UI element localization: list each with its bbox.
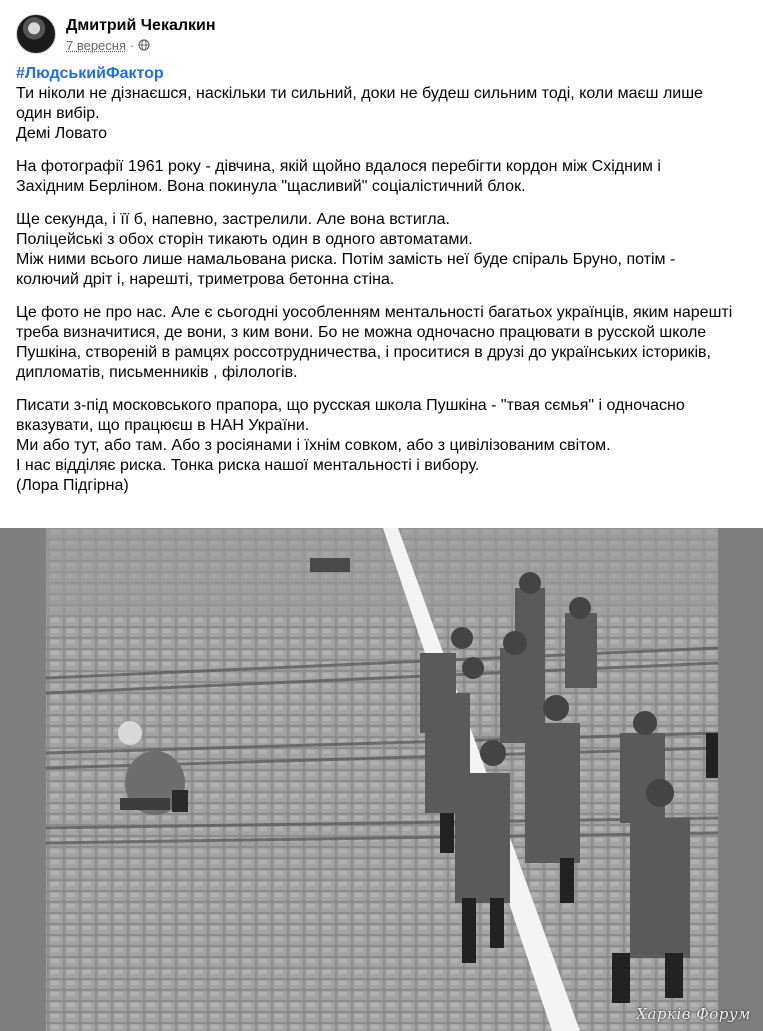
post-paragraph bbox=[16, 396, 751, 496]
post-paragraph bbox=[16, 84, 751, 144]
paragraph-line: дипломатів, письменників , філологів. bbox=[16, 364, 298, 381]
paragraph-line: На фотографії 1961 року - дівчина, якій щойно вдалося перебігти кордон між Східним і bbox=[16, 158, 661, 175]
post-text bbox=[16, 64, 751, 509]
post-subline bbox=[66, 38, 216, 53]
separator-dot: · bbox=[130, 37, 135, 53]
post-date[interactable]: 7 вересня bbox=[66, 37, 127, 53]
post-paragraphs bbox=[16, 84, 751, 496]
author-avatar[interactable] bbox=[16, 14, 56, 54]
photo-image bbox=[0, 528, 763, 1031]
watermark: Харків Форум bbox=[636, 1005, 751, 1023]
paragraph-line: Між ними всього лише намальована риска. Потім замість неї буде спіраль Бруно, потім - bbox=[16, 251, 676, 268]
globe-icon[interactable] bbox=[138, 39, 150, 51]
paragraph-line: Поліцейські з обох сторін тикають один в одного автоматами. bbox=[16, 231, 473, 248]
post-meta bbox=[66, 16, 216, 53]
paragraph-line: Ми або тут, або там. Або з росіянами і їхнім совком, або з цивілізованим світом. bbox=[16, 437, 611, 454]
paragraph-line: вказувати, що працюєш в НАН України. bbox=[16, 417, 310, 434]
paragraph-line: Західним Берліном. Вона покинула "щасливий" соціалістичний блок. bbox=[16, 178, 526, 195]
paragraph-line: треба визначитися, де вони, з ким вони. Бо не можна одночасно працювати в русской школе bbox=[16, 324, 707, 341]
post-paragraph bbox=[16, 303, 751, 383]
author-name[interactable]: Дмитрий Чекалкин bbox=[66, 16, 216, 34]
paragraph-line: Ти ніколи не дізнаєшся, наскільки ти сильний, доки не будеш сильним тоді, коли маєш лише bbox=[16, 85, 703, 102]
paragraph-line: (Лора Підгірна) bbox=[16, 477, 129, 494]
post-photo[interactable] bbox=[0, 528, 763, 1031]
post-paragraph bbox=[16, 157, 751, 197]
paragraph-line: Ще секунда, і її б, напевно, застрелили. Але вона встигла. bbox=[16, 211, 450, 228]
paragraph-line: Писати з-під московського прапора, що русская школа Пушкіна - "твая сємья" і одночасно bbox=[16, 397, 685, 414]
paragraph-line: Пушкіна, створеній в рамцях россотрудничества, і проситися в друзі до українських істориків, bbox=[16, 344, 711, 361]
paragraph-line: І нас відділяє риска. Тонка риска нашої ментальності і вибору. bbox=[16, 457, 480, 474]
post-paragraph bbox=[16, 210, 751, 290]
paragraph-line: колючий дріт і, нарешті, триметрова бетонна стіна. bbox=[16, 271, 395, 288]
paragraph-line: Це фото не про нас. Але є сьогодні уособленням ментальності багатьох українців, яким нарешті bbox=[16, 304, 733, 321]
post-header bbox=[16, 12, 216, 56]
paragraph-line: один вибір. bbox=[16, 105, 100, 122]
hashtag-link[interactable]: #ЛюдськийФактор bbox=[16, 65, 164, 82]
paragraph-line: Демі Ловато bbox=[16, 125, 108, 142]
